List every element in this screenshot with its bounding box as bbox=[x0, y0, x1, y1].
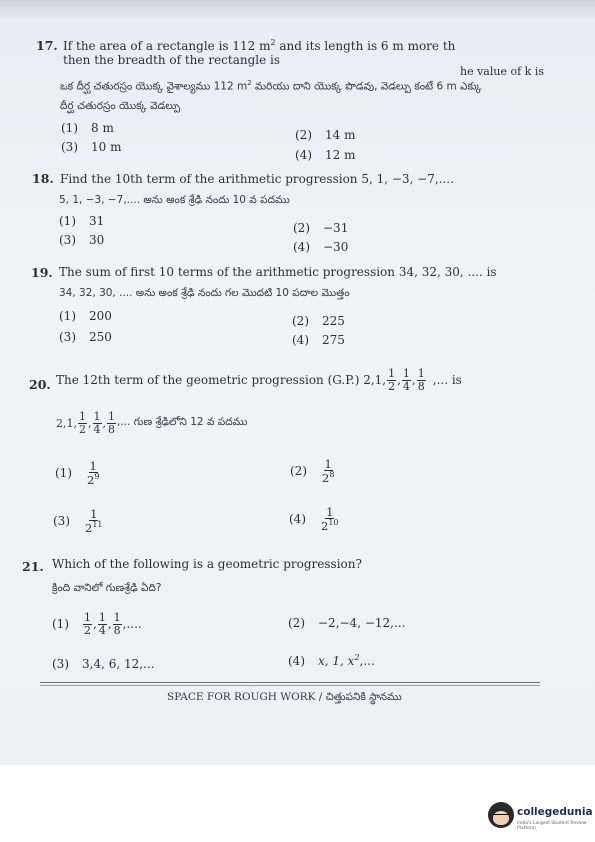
q20-option-4 bbox=[289, 506, 341, 532]
q20-opt4-fraction: $\frac{1}{2^{10}}$ bbox=[321, 505, 339, 533]
q20-telugu-line1: 2,1, $\frac{1}{2}$ , $\frac{1}{4}$ , $\frac{1}{8}$ ,... గుణ శ్రేఢిలోని 12 వ పదము bbox=[56, 410, 248, 436]
question-19-text: The sum of first 10 terms of the arithmetic progression 34, 32, 30, .... is bbox=[59, 265, 497, 279]
q20-telugu-head: 2,1, bbox=[56, 416, 77, 430]
q21-opt4-sup: 2 bbox=[354, 653, 360, 662]
q18-option-4 bbox=[293, 240, 348, 254]
q17-opt4-num: (4) bbox=[295, 148, 312, 162]
fraction-eighth: $\frac{1}{8}$ bbox=[108, 410, 115, 436]
q21-option-2 bbox=[288, 616, 405, 630]
q21-opt4-text: x, 1, x bbox=[318, 654, 355, 668]
fraction-quarter: $\frac{1}{4}$ bbox=[98, 611, 106, 637]
q20-opt1-num: (1) bbox=[55, 465, 72, 480]
q20-opt3-num: (3) bbox=[53, 513, 70, 528]
rough-work-divider-secondary bbox=[40, 685, 540, 686]
q18-option-1 bbox=[59, 214, 104, 228]
q21-opt2-text: −2,−4, −12,... bbox=[318, 616, 406, 630]
fraction-quarter: $\frac{1}{4}$ bbox=[402, 367, 410, 393]
q17-opt2-text: 14 m bbox=[325, 128, 356, 142]
q19-opt2-text: 225 bbox=[322, 314, 345, 328]
q20-opt1-fraction: $\frac{1}{2^9}$ bbox=[87, 459, 100, 487]
question-19-number: 19. bbox=[31, 265, 53, 280]
q21-opt3-num: (3) bbox=[52, 657, 69, 671]
brand-tagline: India's Largest Student Review Platform bbox=[517, 821, 587, 831]
q20-opt2-fraction: $\frac{1}{2^8}$ bbox=[322, 457, 335, 485]
q18-opt2-num: (2) bbox=[293, 221, 310, 235]
q17-opt4-text: 12 m bbox=[325, 148, 356, 162]
q17-opt3-text: 10 m bbox=[91, 140, 122, 154]
q21-telugu-line1: క్రింది వానిలో గుణశ్రేఢి ఏది? bbox=[52, 582, 162, 594]
q18-opt1-text: 31 bbox=[89, 214, 105, 228]
fraction-half: $\frac{1}{2}$ bbox=[79, 410, 86, 436]
question-20-number: 20. bbox=[29, 377, 51, 392]
q19-option-2 bbox=[292, 314, 345, 328]
q21-opt4-tail: ,... bbox=[359, 654, 375, 668]
q19-opt4-num: (4) bbox=[292, 333, 309, 347]
q21-option-3 bbox=[52, 657, 155, 671]
q18-opt2-text: −31 bbox=[323, 221, 349, 235]
q20-option-3 bbox=[53, 508, 105, 534]
q19-opt2-num: (2) bbox=[292, 314, 309, 328]
q19-opt3-text: 250 bbox=[89, 330, 112, 344]
question-18-text: Find the 10th term of the arithmetic progression 5, 1, −3, −7,.... bbox=[60, 172, 454, 186]
q19-opt3-num: (3) bbox=[59, 330, 76, 344]
q18-opt3-num: (3) bbox=[59, 233, 76, 247]
q17-line1-tail: and its length is 6 m more th bbox=[275, 39, 456, 53]
q18-opt1-num: (1) bbox=[59, 214, 76, 228]
q17-overlap-text: he value of k is bbox=[460, 65, 544, 78]
question-17-number: 17. bbox=[36, 38, 58, 53]
q18-option-3 bbox=[59, 233, 104, 247]
q17-telugu1-sup: 2 bbox=[247, 79, 252, 87]
page-top-edge bbox=[0, 0, 595, 18]
question-20-text: The 12th term of the geometric progression (G.P.) 2,1, $\frac{1}{2}$ , $\frac{1}{4}$ , $\frac{1}{8}$ ,... is bbox=[56, 367, 462, 393]
q19-opt1-text: 200 bbox=[89, 309, 112, 323]
q17-option-3 bbox=[61, 140, 121, 154]
fraction-eighth: $\frac{1}{8}$ bbox=[417, 367, 425, 393]
q21-option-1: (1) $\frac{1}{2}$ , $\frac{1}{4}$ , $\frac{1}{8}$ ,.... bbox=[52, 611, 142, 637]
q20-line1: The 12th term of the geometric progression (G.P.) 2,1, bbox=[56, 373, 387, 388]
q17-opt3-num: (3) bbox=[61, 140, 78, 154]
question-21-number: 21. bbox=[22, 559, 44, 574]
question-17-text bbox=[63, 38, 455, 53]
q21-opt3-text: 3,4, 6, 12,... bbox=[82, 657, 155, 671]
q17-opt2-num: (2) bbox=[295, 128, 312, 142]
q18-opt4-num: (4) bbox=[293, 240, 310, 254]
q17-line1: If the area of a rectangle is 112 m bbox=[63, 39, 271, 53]
q17-opt1-num: (1) bbox=[61, 121, 78, 135]
mascot-icon bbox=[488, 802, 514, 828]
q17-telugu-line1 bbox=[60, 79, 482, 96]
q20-telugu-tail: ,... గుణ శ్రేఢిలోని 12 వ పదము bbox=[117, 415, 248, 428]
q17-telugu-line2: దీర్ఘ చతురస్రం యొక్క వెడల్పు bbox=[60, 100, 181, 112]
q19-option-3 bbox=[59, 330, 112, 344]
q21-opt4-num: (4) bbox=[288, 654, 305, 668]
q20-opt3-fraction: $\frac{1}{2^{11}}$ bbox=[85, 507, 103, 535]
fraction-half: $\frac{1}{2}$ bbox=[84, 611, 91, 637]
q21-opt1-num: (1) bbox=[52, 617, 69, 632]
q20-option-2 bbox=[290, 458, 336, 484]
q20-line1-tail: ,... is bbox=[432, 373, 462, 388]
q19-telugu-line1: 34, 32, 30, .... అను అంక శ్రేఢి నందు గల మొదటి 10 పదాల మొత్తం bbox=[59, 287, 350, 299]
q17-telugu1-tail: మరియు దాని యొక్క పొడవు, వెడల్పు కంటే 6 m ఎక్కు bbox=[251, 80, 482, 93]
question-21-text: Which of the following is a geometric progression? bbox=[52, 557, 362, 571]
q18-option-2 bbox=[293, 221, 348, 235]
fraction-eighth: $\frac{1}{8}$ bbox=[113, 611, 121, 637]
q17-line1-sup: 2 bbox=[270, 38, 276, 47]
q20-option-1 bbox=[55, 460, 101, 486]
q17-line2: then the breadth of the rectangle is bbox=[63, 53, 281, 67]
q21-opt1-tail: ,.... bbox=[122, 617, 142, 632]
q17-telugu1: ఒక దీర్ఘ చతురస్రం యొక్క వైశాల్యము 112 m bbox=[60, 80, 248, 93]
q19-option-4 bbox=[292, 333, 345, 347]
rough-work-label: SPACE FOR ROUGH WORK / చిత్తుపనికి స్థానము bbox=[167, 691, 402, 703]
q18-opt3-text: 30 bbox=[89, 233, 105, 247]
fraction-half: $\frac{1}{2}$ bbox=[388, 367, 396, 393]
rough-work-divider bbox=[40, 682, 540, 683]
q19-option-1 bbox=[59, 309, 112, 323]
q21-opt2-num: (2) bbox=[288, 616, 305, 630]
q19-opt1-num: (1) bbox=[59, 309, 76, 323]
question-18-number: 18. bbox=[32, 171, 54, 186]
q19-opt4-text: 275 bbox=[322, 333, 345, 347]
collegedunia-watermark bbox=[488, 800, 593, 836]
q18-telugu-line1: 5, 1, −3, −7,.... అను అంక శ్రేఢి నందు 10 వ పదము bbox=[59, 194, 290, 206]
fraction-quarter: $\frac{1}{4}$ bbox=[93, 410, 101, 436]
q18-opt4-text: −30 bbox=[323, 240, 349, 254]
brand-name: collegedunia bbox=[517, 806, 593, 818]
q17-opt1-text: 8 m bbox=[91, 121, 114, 135]
q17-option-2 bbox=[295, 128, 355, 142]
q17-option-4 bbox=[295, 148, 355, 162]
q17-option-1 bbox=[61, 121, 114, 135]
q20-opt4-num: (4) bbox=[289, 511, 306, 526]
q21-option-4 bbox=[288, 653, 375, 668]
q20-opt2-num: (2) bbox=[290, 463, 307, 478]
